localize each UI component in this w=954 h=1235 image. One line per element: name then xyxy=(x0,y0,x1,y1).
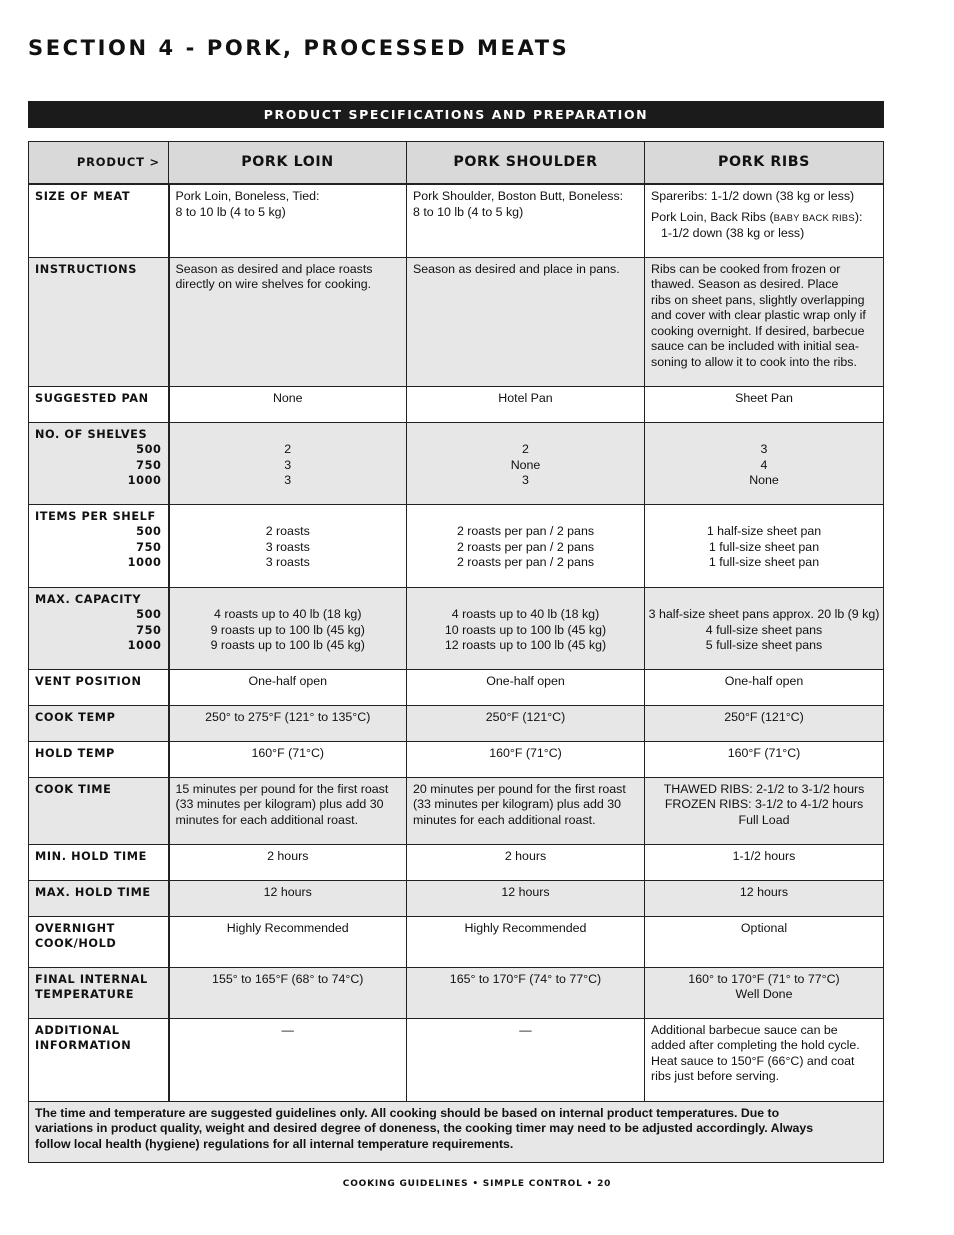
section-banner: PRODUCT SPECIFICATIONS AND PREPARATION xyxy=(28,101,884,128)
cell-shoulder-items xyxy=(407,504,645,587)
row-label xyxy=(29,916,169,967)
cell-line: (33 minutes per kilogram) plus add 30 xyxy=(413,797,621,811)
cell-loin-additional: — xyxy=(169,1018,407,1101)
cell-shoulder-pan: Hotel Pan xyxy=(407,386,645,422)
cell-line: 20 minutes per pound for the first roast xyxy=(413,781,626,796)
cell-line: 2 xyxy=(522,442,529,456)
cell-shoulder-instructions xyxy=(407,257,645,386)
cell-line: 1 full-size sheet pan xyxy=(708,555,820,569)
cell-shoulder-min-hold: 2 hours xyxy=(407,844,645,880)
cell-line: Pork Loin, Boneless, Tied: xyxy=(175,189,320,203)
cell-line: minutes for each additional roast. xyxy=(413,812,596,827)
cell-line: THAWED RIBS: 2-1/2 to 3-1/2 hours xyxy=(663,781,865,796)
row-cook-temp xyxy=(29,705,884,741)
cell-loin-instructions xyxy=(169,257,407,386)
cell-shoulder-cook-time xyxy=(407,777,645,844)
cell-shoulder-final-temp: 165° to 170°F (74° to 77°C) xyxy=(407,967,645,1018)
row-label xyxy=(29,967,169,1018)
text-run: Pork Loin, Back Ribs ( xyxy=(651,209,774,224)
cell-shoulder-max-hold: 12 hours xyxy=(407,880,645,916)
oven-size-750: 750 xyxy=(136,623,162,637)
cell-loin-overnight: Highly Recommended xyxy=(169,916,407,967)
cell-line: 1 half-size sheet pan xyxy=(706,524,822,538)
cell-line: 3 xyxy=(284,457,292,472)
cell-line: directly on wire shelves for cooking. xyxy=(175,277,372,291)
cell-line: ribs on sheet pans, slightly overlapping xyxy=(651,292,865,307)
row-label-line: ADDITIONAL xyxy=(35,1023,120,1037)
cell-line: 8 to 10 lb (4 to 5 kg) xyxy=(413,204,524,219)
cell-ribs-pan: Sheet Pan xyxy=(645,386,884,422)
text-run: ): xyxy=(854,209,863,224)
cell-line: 8 to 10 lb (4 to 5 kg) xyxy=(175,204,286,219)
cell-line: (33 minutes per kilogram) plus add 30 xyxy=(175,797,384,811)
row-label xyxy=(29,504,169,587)
cell-ribs-capacity xyxy=(645,587,884,669)
row-instructions xyxy=(29,257,884,386)
cell-line: 3 xyxy=(522,473,529,487)
row-additional-information xyxy=(29,1018,884,1101)
row-label-text: NO. OF SHELVES xyxy=(35,427,148,441)
cell-line: 3 roasts xyxy=(265,539,310,554)
cell-shoulder-overnight: Highly Recommended xyxy=(407,916,645,967)
oven-size-500: 500 xyxy=(136,608,162,621)
column-header-pork-shoulder: PORK SHOULDER xyxy=(407,142,645,185)
cell-shoulder-size xyxy=(407,184,645,257)
cell-ribs-size xyxy=(645,184,884,257)
cell-ribs-final-temp xyxy=(645,967,884,1018)
cell-line: Pork Shoulder, Boston Butt, Boneless: xyxy=(413,189,624,203)
cell-line: added after completing the hold cycle. xyxy=(651,1038,860,1052)
row-label-line: OVERNIGHT xyxy=(35,921,115,935)
row-label xyxy=(29,422,169,504)
cell-line: 3 half-size sheet pans approx. 20 lb (9 kg) xyxy=(648,607,880,621)
row-label: SIZE OF MEAT xyxy=(29,184,169,257)
cell-line: 1-1/2 down (38 kg or less) xyxy=(661,226,805,240)
cell-loin-cook-time xyxy=(169,777,407,844)
row-hold-temp xyxy=(29,741,884,777)
oven-size-1000: 1000 xyxy=(127,556,162,569)
cell-line: Ribs can be cooked from frozen or xyxy=(651,261,841,276)
cell-ribs-items xyxy=(645,504,884,587)
cell-ribs-vent: One-half open xyxy=(645,669,884,705)
cell-line: Season as desired and place roasts xyxy=(175,261,373,276)
cell-ribs-cook-temp: 250°F (121°C) xyxy=(645,705,884,741)
cell-line: Additional barbecue sauce can be xyxy=(651,1022,838,1037)
cell-line: FROZEN RIBS: 3-1/2 to 4-1/2 hours xyxy=(664,797,864,811)
cell-line: 2 roasts per pan / 2 pans xyxy=(456,539,595,554)
cell-line: 4 roasts up to 40 lb (18 kg) xyxy=(451,607,600,621)
cell-shoulder-cook-temp: 250°F (121°C) xyxy=(407,705,645,741)
cell-line: 2 roasts per pan / 2 pans xyxy=(456,524,595,538)
cell-line: ribs just before serving. xyxy=(651,1069,780,1083)
page-footer: COOKING GUIDELINES • SIMPLE CONTROL • 20 xyxy=(342,1179,612,1189)
row-label-text: ITEMS PER SHELF xyxy=(35,509,156,523)
cell-ribs-min-hold: 1-1/2 hours xyxy=(645,844,884,880)
cell-line: 10 roasts up to 100 lb (45 kg) xyxy=(444,622,607,637)
cell-line: None xyxy=(749,473,779,487)
cell-loin-final-temp: 155° to 165°F (68° to 74°C) xyxy=(169,967,407,1018)
cell-loin-hold-temp: 160°F (71°C) xyxy=(169,741,407,777)
cell-shoulder-shelves xyxy=(407,422,645,504)
row-items-per-shelf xyxy=(29,504,884,587)
row-label-line: TEMPERATURE xyxy=(35,988,135,1001)
column-header-pork-ribs: PORK RIBS xyxy=(645,142,884,185)
cell-line: 9 roasts up to 100 lb (45 kg) xyxy=(210,638,365,652)
cell-loin-shelves xyxy=(169,422,407,504)
cell-loin-pan: None xyxy=(169,386,407,422)
oven-size-500: 500 xyxy=(136,443,162,456)
oven-size-750: 750 xyxy=(136,458,162,472)
row-label: SUGGESTED PAN xyxy=(29,386,169,422)
row-label: COOK TIME xyxy=(29,777,169,844)
cell-line: 12 roasts up to 100 lb (45 kg) xyxy=(444,638,607,652)
row-size-of-meat xyxy=(29,184,884,257)
page-title: SECTION 4 - PORK, PROCESSED MEATS xyxy=(28,36,570,60)
text-run-smallcaps: BABY BACK RIBS xyxy=(773,212,855,224)
oven-size-1000: 1000 xyxy=(127,639,162,652)
cell-ribs-max-hold: 12 hours xyxy=(645,880,884,916)
oven-size-1000: 1000 xyxy=(127,474,162,487)
cell-line: 4 roasts up to 40 lb (18 kg) xyxy=(214,607,362,621)
row-vent-position xyxy=(29,669,884,705)
cell-line: 15 minutes per pound for the first roast xyxy=(175,781,389,796)
cell-line: Spareribs: 1-1/2 down (38 kg or less) xyxy=(651,189,855,203)
cell-line: Full Load xyxy=(738,812,790,827)
row-suggested-pan xyxy=(29,386,884,422)
oven-size-500: 500 xyxy=(136,525,162,538)
row-label xyxy=(29,1018,169,1101)
cell-loin-capacity xyxy=(169,587,407,669)
cell-ribs-cook-time xyxy=(645,777,884,844)
row-label: INSTRUCTIONS xyxy=(29,257,169,386)
row-max-capacity xyxy=(29,587,884,669)
cell-loin-items xyxy=(169,504,407,587)
cell-line: 2 roasts per pan / 2 pans xyxy=(456,555,595,569)
row-max-hold-time xyxy=(29,880,884,916)
cell-loin-max-hold: 12 hours xyxy=(169,880,407,916)
cell-shoulder-vent: One-half open xyxy=(407,669,645,705)
row-label-text: MAX. CAPACITY xyxy=(35,592,142,606)
cell-line: cooking overnight. If desired, barbecue xyxy=(651,323,865,338)
cell-line: thawed. Season as desired. Place xyxy=(651,277,839,291)
cell-ribs-hold-temp: 160°F (71°C) xyxy=(645,741,884,777)
row-label xyxy=(29,587,169,669)
cell-line: Heat sauce to 150°F (66°C) and coat xyxy=(651,1053,855,1068)
row-label: MAX. HOLD TIME xyxy=(29,880,169,916)
row-min-hold-time xyxy=(29,844,884,880)
cell-line: 2 xyxy=(284,442,292,456)
cell-line: Season as desired and place in pans. xyxy=(413,261,620,276)
cell-loin-vent: One-half open xyxy=(169,669,407,705)
cell-line: 1 full-size sheet pan xyxy=(708,539,820,554)
cell-line: Well Done xyxy=(735,987,793,1001)
row-number-of-shelves xyxy=(29,422,884,504)
cell-line: 4 full-size sheet pans xyxy=(705,622,823,637)
row-label: COOK TEMP xyxy=(29,705,169,741)
row-label-line: FINAL INTERNAL xyxy=(35,972,148,986)
cell-line: None xyxy=(510,457,541,472)
cell-line: 2 roasts xyxy=(265,524,310,538)
cell-line xyxy=(651,210,877,227)
row-guidelines-note xyxy=(29,1101,884,1162)
cell-ribs-instructions xyxy=(645,257,884,386)
product-spec-table xyxy=(28,141,884,1163)
cell-loin-size xyxy=(169,184,407,257)
cell-line: minutes for each additional roast. xyxy=(175,812,359,827)
row-final-internal-temperature xyxy=(29,967,884,1018)
cell-line: 3 xyxy=(284,473,292,487)
row-label: VENT POSITION xyxy=(29,669,169,705)
cell-ribs-shelves xyxy=(645,422,884,504)
row-cook-time xyxy=(29,777,884,844)
cell-line: sauce can be included with initial sea- xyxy=(651,339,860,353)
row-label-line: COOK/HOLD xyxy=(35,937,117,950)
cell-line: 5 full-size sheet pans xyxy=(705,638,823,652)
guidelines-note xyxy=(29,1101,884,1162)
cell-line: soning to allow it to cook into the ribs. xyxy=(651,354,857,369)
table-header-row xyxy=(29,142,884,185)
cell-ribs-additional xyxy=(645,1018,884,1101)
row-overnight-cook-hold xyxy=(29,916,884,967)
cell-line: 4 xyxy=(760,457,768,472)
cell-ribs-overnight: Optional xyxy=(645,916,884,967)
cell-shoulder-hold-temp: 160°F (71°C) xyxy=(407,741,645,777)
row-label: MIN. HOLD TIME xyxy=(29,844,169,880)
product-corner-label: PRODUCT > xyxy=(29,142,169,185)
cell-shoulder-capacity xyxy=(407,587,645,669)
column-header-pork-loin: PORK LOIN xyxy=(169,142,407,185)
cell-line: 9 roasts up to 100 lb (45 kg) xyxy=(210,622,365,637)
note-line: The time and temperature are suggested guidelines only. All cooking should be based on internal product temperatures. Due to xyxy=(35,1105,780,1120)
cell-line: and cover with clear plastic wrap only if xyxy=(651,308,866,322)
cell-loin-cook-temp: 250° to 275°F (121° to 135°C) xyxy=(169,705,407,741)
row-label: HOLD TEMP xyxy=(29,741,169,777)
row-label-line: INFORMATION xyxy=(35,1039,132,1052)
oven-size-750: 750 xyxy=(136,540,162,554)
cell-shoulder-additional: — xyxy=(407,1018,645,1101)
cell-loin-min-hold: 2 hours xyxy=(169,844,407,880)
note-line: follow local health (hygiene) regulations for all internal temperature requirements. xyxy=(35,1136,514,1151)
note-line: variations in product quality, weight and desired degree of doneness, the cooking timer may need to be adjusted accordingly. Always xyxy=(35,1121,814,1135)
cell-line: 160° to 170°F (71° to 77°C) xyxy=(688,971,840,986)
cell-line: 3 xyxy=(760,442,768,456)
cell-line: 3 roasts xyxy=(265,555,310,569)
